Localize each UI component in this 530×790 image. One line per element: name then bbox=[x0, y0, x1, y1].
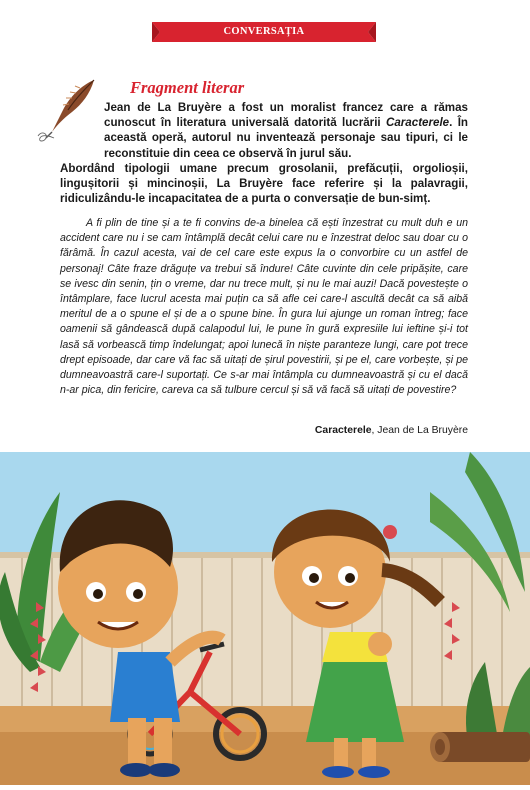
section-title: Fragment literar bbox=[130, 78, 245, 97]
literary-excerpt: A fi plin de tine și a te fi convins de-a binelea că ești înzestrat cu mult duh e un accident care nu i se cam întâmplă decât celui care nu e înzestrat deloc sau doar cu o fărâmă. În cazul acesta, vai de cel care este expus la o convorbire cu un astfel de personaj! Câte fraze drăguțe va trebui să îndure! Câte cuvinte din cele pripășite, care se ivesc din senin, țin o vreme, dar nu trece mult, și nu le mai auzi! Dacă povestește o întâmplare, face lucrul acesta mai puțin ca să afle cei care-l ascultă decât ca să aibă meritul de a o spune el și de a o spune bine. În gura lui ajunge un roman întreg; face oamenii să gândească după calapodul lui, le pune în gură expresiile lui ieftine și-i tot lasă să vorbească timp îndelungat; apoi lunecă în niște paranteze lungi, care pot trece drept episoade, dar care vă fac să uitați de șirul povestirii, și pe el, care vorbește, și pe dumneavoastră care-l suportați. Ce s-ar mai întâmpla cu dumneavoastră și cu el dacă n-ar pica, din fericire, careva ca să tulbure cercul și să vă facă să uitați de povestire? bbox=[60, 217, 468, 397]
intro-paragraph bbox=[104, 100, 468, 161]
source-author: , Jean de La Bruyère bbox=[371, 425, 468, 436]
illustration bbox=[0, 452, 530, 785]
intro-text-b: . În această operă, autorul nu inventează personaje sau tipuri, ci le reconstituie din ceea ce observă în jurul său. bbox=[104, 116, 468, 160]
source-work: Caracterele bbox=[314, 425, 372, 436]
section-banner bbox=[152, 22, 376, 42]
source-citation bbox=[315, 425, 468, 436]
work-title: Caracterele bbox=[385, 116, 450, 130]
banner-label: CONVERSAȚIA bbox=[223, 26, 305, 37]
intro-paragraph-continued: Abordând tipologii umane precum grosolanii, prefăcuții, orgolioșii, lingușitorii și mincinoșii, La Bruyère face referire și la palavragii, ridiculizându-le incapacitatea de a purta o conversație de bun-simț. bbox=[60, 162, 468, 206]
log bbox=[430, 732, 530, 762]
quill-icon bbox=[36, 78, 98, 144]
intro-text-a: Jean de La Bruyère a fost un moralist francez care a rămas cunoscut în literatura universală datorită lucrării bbox=[104, 101, 468, 130]
